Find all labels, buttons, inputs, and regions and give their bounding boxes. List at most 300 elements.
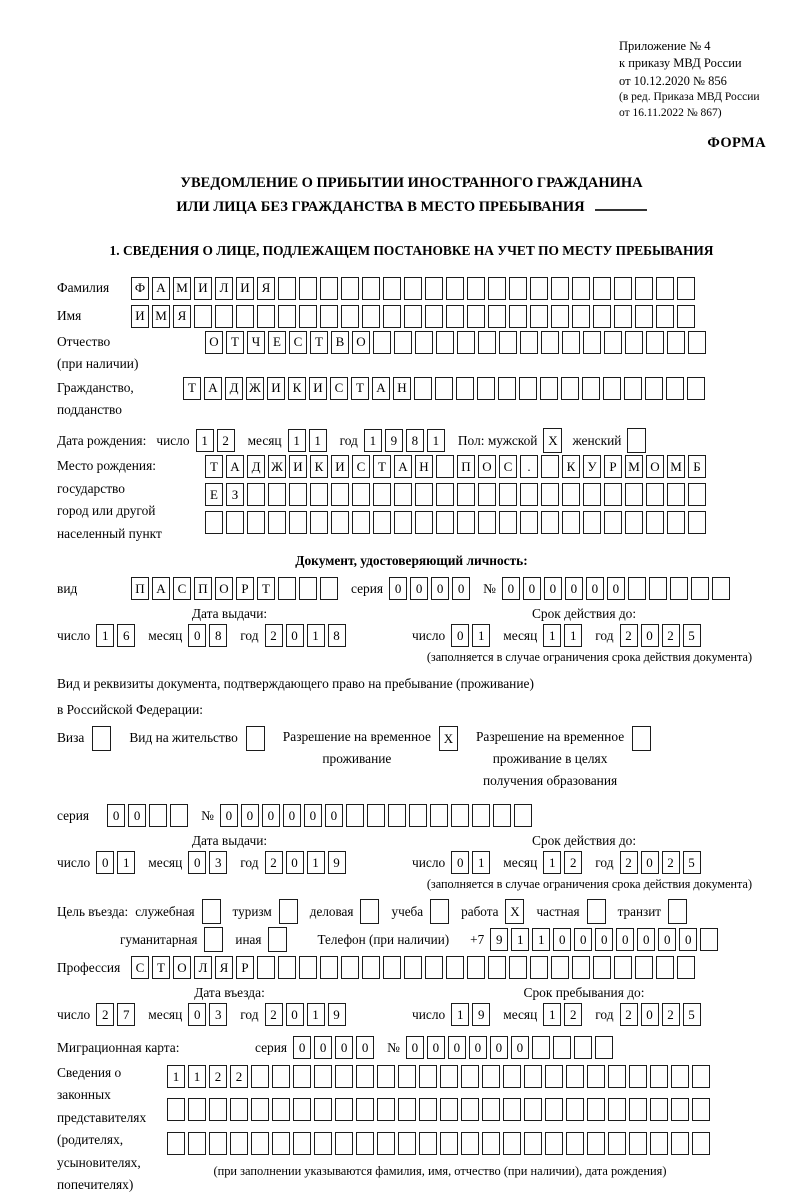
char-box[interactable]: 1 [307, 624, 325, 647]
char-box[interactable] [352, 483, 370, 506]
char-box[interactable] [624, 377, 642, 400]
char-box[interactable] [170, 804, 188, 827]
char-box[interactable] [320, 956, 338, 979]
char-box[interactable]: Л [215, 277, 233, 300]
char-box[interactable] [341, 277, 359, 300]
char-box[interactable]: О [205, 331, 223, 354]
char-box[interactable] [425, 277, 443, 300]
char-box[interactable]: Т [152, 956, 170, 979]
char-box[interactable] [667, 331, 685, 354]
char-box[interactable]: 2 [564, 851, 582, 874]
temp-permit-checkbox[interactable]: X [439, 726, 458, 751]
char-box[interactable]: 0 [574, 928, 592, 951]
char-box[interactable]: И [267, 377, 285, 400]
char-box[interactable]: 1 [167, 1065, 185, 1088]
char-box[interactable] [272, 1065, 290, 1088]
char-box[interactable] [167, 1132, 185, 1155]
char-box[interactable] [541, 331, 559, 354]
char-box[interactable] [566, 1065, 584, 1088]
char-box[interactable]: А [372, 377, 390, 400]
char-box[interactable]: Я [173, 305, 191, 328]
char-box[interactable] [415, 483, 433, 506]
char-box[interactable] [230, 1098, 248, 1121]
char-box[interactable] [671, 1065, 689, 1088]
char-box[interactable] [278, 577, 296, 600]
char-box[interactable]: К [562, 455, 580, 478]
char-box[interactable]: С [330, 377, 348, 400]
char-box[interactable]: М [152, 305, 170, 328]
char-box[interactable]: 0 [451, 624, 469, 647]
char-box[interactable] [299, 277, 317, 300]
char-box[interactable] [293, 1065, 311, 1088]
char-box[interactable]: С [173, 577, 191, 600]
char-box[interactable] [314, 1065, 332, 1088]
char-box[interactable]: П [194, 577, 212, 600]
char-box[interactable] [388, 804, 406, 827]
char-box[interactable] [362, 956, 380, 979]
char-box[interactable]: 0 [469, 1036, 487, 1059]
char-box[interactable]: О [646, 455, 664, 478]
char-box[interactable] [467, 305, 485, 328]
char-box[interactable] [362, 277, 380, 300]
purpose-other-checkbox[interactable] [268, 927, 287, 952]
char-box[interactable] [499, 511, 517, 534]
char-box[interactable] [356, 1098, 374, 1121]
char-box[interactable]: И [309, 377, 327, 400]
char-box[interactable] [688, 331, 706, 354]
char-box[interactable]: Т [351, 377, 369, 400]
char-box[interactable]: 1 [188, 1065, 206, 1088]
char-box[interactable]: 0 [188, 851, 206, 874]
char-box[interactable] [436, 455, 454, 478]
char-box[interactable]: 2 [564, 1003, 582, 1026]
char-box[interactable] [625, 331, 643, 354]
char-box[interactable] [503, 1098, 521, 1121]
char-box[interactable] [251, 1098, 269, 1121]
char-box[interactable] [562, 331, 580, 354]
char-box[interactable] [530, 277, 548, 300]
char-box[interactable] [667, 511, 685, 534]
char-box[interactable] [566, 1132, 584, 1155]
char-box[interactable] [488, 277, 506, 300]
char-box[interactable] [278, 277, 296, 300]
char-box[interactable] [587, 1065, 605, 1088]
char-box[interactable]: Т [226, 331, 244, 354]
char-box[interactable] [236, 305, 254, 328]
char-box[interactable] [415, 331, 433, 354]
char-box[interactable] [314, 1132, 332, 1155]
char-box[interactable]: М [667, 455, 685, 478]
char-box[interactable] [509, 277, 527, 300]
char-box[interactable] [377, 1132, 395, 1155]
char-box[interactable]: 9 [472, 1003, 490, 1026]
char-box[interactable] [677, 956, 695, 979]
char-box[interactable] [425, 305, 443, 328]
char-box[interactable] [691, 577, 709, 600]
char-box[interactable] [435, 377, 453, 400]
char-box[interactable]: Ж [246, 377, 264, 400]
char-box[interactable]: А [394, 455, 412, 478]
char-box[interactable]: 2 [662, 624, 680, 647]
char-box[interactable]: 0 [335, 1036, 353, 1059]
char-box[interactable] [532, 1036, 550, 1059]
char-box[interactable] [247, 483, 265, 506]
char-box[interactable]: 0 [641, 624, 659, 647]
char-box[interactable] [688, 483, 706, 506]
char-box[interactable]: 1 [427, 429, 445, 452]
char-box[interactable] [687, 377, 705, 400]
char-box[interactable] [404, 305, 422, 328]
char-box[interactable]: 0 [502, 577, 520, 600]
char-box[interactable] [257, 956, 275, 979]
char-box[interactable] [583, 483, 601, 506]
char-box[interactable]: 0 [286, 624, 304, 647]
char-box[interactable] [414, 377, 432, 400]
char-box[interactable]: Р [236, 577, 254, 600]
char-box[interactable]: Н [393, 377, 411, 400]
char-box[interactable] [299, 956, 317, 979]
sex-male-checkbox[interactable]: X [543, 428, 562, 453]
char-box[interactable] [467, 277, 485, 300]
char-box[interactable]: 0 [262, 804, 280, 827]
char-box[interactable]: У [583, 455, 601, 478]
sex-female-checkbox[interactable] [627, 428, 646, 453]
char-box[interactable] [493, 804, 511, 827]
char-box[interactable] [583, 511, 601, 534]
char-box[interactable]: 0 [325, 804, 343, 827]
char-box[interactable] [377, 1098, 395, 1121]
char-box[interactable] [251, 1132, 269, 1155]
char-box[interactable] [278, 305, 296, 328]
char-box[interactable]: К [310, 455, 328, 478]
char-box[interactable] [645, 377, 663, 400]
char-box[interactable] [488, 956, 506, 979]
purpose-private-checkbox[interactable] [587, 899, 606, 924]
char-box[interactable] [205, 511, 223, 534]
char-box[interactable] [289, 511, 307, 534]
char-box[interactable]: С [352, 455, 370, 478]
char-box[interactable] [671, 1132, 689, 1155]
purpose-business-checkbox[interactable] [202, 899, 221, 924]
char-box[interactable]: 1 [451, 1003, 469, 1026]
char-box[interactable] [677, 277, 695, 300]
char-box[interactable] [614, 305, 632, 328]
char-box[interactable] [247, 511, 265, 534]
char-box[interactable] [467, 956, 485, 979]
char-box[interactable]: 0 [511, 1036, 529, 1059]
char-box[interactable]: 1 [309, 429, 327, 452]
char-box[interactable] [604, 511, 622, 534]
char-box[interactable]: 0 [304, 804, 322, 827]
char-box[interactable]: 1 [543, 851, 561, 874]
char-box[interactable] [478, 511, 496, 534]
char-box[interactable] [520, 511, 538, 534]
char-box[interactable] [572, 305, 590, 328]
char-box[interactable] [419, 1132, 437, 1155]
char-box[interactable]: И [331, 455, 349, 478]
char-box[interactable] [341, 956, 359, 979]
char-box[interactable]: 0 [293, 1036, 311, 1059]
purpose-transit-checkbox[interactable] [668, 899, 687, 924]
char-box[interactable] [194, 305, 212, 328]
char-box[interactable] [625, 483, 643, 506]
char-box[interactable] [614, 277, 632, 300]
char-box[interactable] [650, 1065, 668, 1088]
char-box[interactable] [436, 331, 454, 354]
char-box[interactable] [341, 305, 359, 328]
char-box[interactable] [629, 1065, 647, 1088]
char-box[interactable] [188, 1098, 206, 1121]
char-box[interactable] [377, 1065, 395, 1088]
char-box[interactable] [551, 956, 569, 979]
char-box[interactable]: С [499, 455, 517, 478]
char-box[interactable] [419, 1098, 437, 1121]
char-box[interactable] [545, 1132, 563, 1155]
char-box[interactable]: 0 [448, 1036, 466, 1059]
char-box[interactable]: 1 [117, 851, 135, 874]
char-box[interactable] [692, 1098, 710, 1121]
char-box[interactable] [472, 804, 490, 827]
char-box[interactable] [320, 277, 338, 300]
char-box[interactable]: 2 [265, 851, 283, 874]
char-box[interactable] [541, 455, 559, 478]
char-box[interactable] [646, 331, 664, 354]
char-box[interactable] [700, 928, 718, 951]
char-box[interactable] [461, 1065, 479, 1088]
char-box[interactable] [425, 956, 443, 979]
char-box[interactable] [595, 1036, 613, 1059]
char-box[interactable]: 0 [595, 928, 613, 951]
char-box[interactable] [593, 956, 611, 979]
char-box[interactable] [362, 305, 380, 328]
char-box[interactable] [583, 331, 601, 354]
char-box[interactable]: 0 [553, 928, 571, 951]
char-box[interactable] [520, 331, 538, 354]
char-box[interactable]: Я [215, 956, 233, 979]
char-box[interactable] [635, 956, 653, 979]
char-box[interactable]: 2 [217, 429, 235, 452]
char-box[interactable] [593, 305, 611, 328]
char-box[interactable] [457, 483, 475, 506]
char-box[interactable] [446, 277, 464, 300]
char-box[interactable] [604, 331, 622, 354]
char-box[interactable] [367, 804, 385, 827]
char-box[interactable]: 0 [565, 577, 583, 600]
char-box[interactable] [335, 1098, 353, 1121]
char-box[interactable] [562, 511, 580, 534]
char-box[interactable]: 0 [241, 804, 259, 827]
char-box[interactable] [440, 1065, 458, 1088]
char-box[interactable] [335, 1065, 353, 1088]
char-box[interactable] [520, 483, 538, 506]
char-box[interactable]: 8 [209, 624, 227, 647]
char-box[interactable] [272, 1098, 290, 1121]
char-box[interactable] [608, 1132, 626, 1155]
char-box[interactable]: 0 [107, 804, 125, 827]
char-box[interactable] [268, 483, 286, 506]
char-box[interactable]: 0 [641, 851, 659, 874]
char-box[interactable] [446, 305, 464, 328]
char-box[interactable] [587, 1098, 605, 1121]
char-box[interactable] [352, 511, 370, 534]
char-box[interactable]: 0 [452, 577, 470, 600]
char-box[interactable] [268, 511, 286, 534]
char-box[interactable] [649, 577, 667, 600]
char-box[interactable] [524, 1132, 542, 1155]
char-box[interactable] [257, 305, 275, 328]
char-box[interactable]: 2 [230, 1065, 248, 1088]
char-box[interactable] [331, 511, 349, 534]
char-box[interactable] [524, 1098, 542, 1121]
char-box[interactable]: 1 [564, 624, 582, 647]
visa-checkbox[interactable] [92, 726, 111, 751]
char-box[interactable]: 0 [431, 577, 449, 600]
char-box[interactable] [541, 511, 559, 534]
char-box[interactable]: 1 [288, 429, 306, 452]
char-box[interactable] [635, 305, 653, 328]
char-box[interactable] [310, 483, 328, 506]
char-box[interactable]: А [226, 455, 244, 478]
char-box[interactable]: Т [183, 377, 201, 400]
char-box[interactable]: 0 [410, 577, 428, 600]
char-box[interactable]: 2 [620, 624, 638, 647]
char-box[interactable] [167, 1098, 185, 1121]
char-box[interactable]: 0 [451, 851, 469, 874]
char-box[interactable]: О [173, 956, 191, 979]
char-box[interactable] [656, 277, 674, 300]
char-box[interactable] [574, 1036, 592, 1059]
char-box[interactable] [299, 577, 317, 600]
char-box[interactable]: 3 [209, 1003, 227, 1026]
char-box[interactable] [230, 1132, 248, 1155]
char-box[interactable] [457, 511, 475, 534]
char-box[interactable]: 2 [662, 851, 680, 874]
char-box[interactable]: 0 [356, 1036, 374, 1059]
char-box[interactable] [667, 483, 685, 506]
char-box[interactable] [430, 804, 448, 827]
char-box[interactable] [646, 511, 664, 534]
char-box[interactable] [451, 804, 469, 827]
char-box[interactable] [671, 1098, 689, 1121]
char-box[interactable] [251, 1065, 269, 1088]
char-box[interactable] [482, 1132, 500, 1155]
char-box[interactable]: 5 [683, 1003, 701, 1026]
char-box[interactable] [712, 577, 730, 600]
purpose-work-checkbox[interactable]: X [505, 899, 524, 924]
char-box[interactable] [677, 305, 695, 328]
char-box[interactable] [331, 483, 349, 506]
char-box[interactable] [373, 331, 391, 354]
purpose-humanitarian-checkbox[interactable] [204, 927, 223, 952]
char-box[interactable] [650, 1132, 668, 1155]
char-box[interactable]: 0 [586, 577, 604, 600]
char-box[interactable] [540, 377, 558, 400]
char-box[interactable] [335, 1132, 353, 1155]
char-box[interactable]: К [288, 377, 306, 400]
char-box[interactable] [509, 956, 527, 979]
char-box[interactable] [320, 305, 338, 328]
char-box[interactable]: 2 [265, 624, 283, 647]
char-box[interactable] [440, 1132, 458, 1155]
char-box[interactable] [666, 377, 684, 400]
char-box[interactable]: Н [415, 455, 433, 478]
char-box[interactable] [603, 377, 621, 400]
char-box[interactable]: М [625, 455, 643, 478]
char-box[interactable] [545, 1065, 563, 1088]
residence-permit-checkbox[interactable] [246, 726, 265, 751]
char-box[interactable] [457, 331, 475, 354]
char-box[interactable]: И [194, 277, 212, 300]
char-box[interactable]: 0 [389, 577, 407, 600]
char-box[interactable] [320, 577, 338, 600]
char-box[interactable]: Ф [131, 277, 149, 300]
char-box[interactable]: 8 [406, 429, 424, 452]
char-box[interactable]: С [131, 956, 149, 979]
char-box[interactable] [628, 577, 646, 600]
char-box[interactable]: 0 [427, 1036, 445, 1059]
char-box[interactable]: 1 [196, 429, 214, 452]
char-box[interactable] [188, 1132, 206, 1155]
char-box[interactable]: 0 [544, 577, 562, 600]
char-box[interactable] [215, 305, 233, 328]
char-box[interactable]: П [131, 577, 149, 600]
char-box[interactable]: 2 [265, 1003, 283, 1026]
char-box[interactable]: Р [604, 455, 622, 478]
char-box[interactable]: И [131, 305, 149, 328]
char-box[interactable] [499, 483, 517, 506]
char-box[interactable]: 0 [128, 804, 146, 827]
char-box[interactable] [149, 804, 167, 827]
char-box[interactable] [293, 1098, 311, 1121]
char-box[interactable] [226, 511, 244, 534]
char-box[interactable] [629, 1098, 647, 1121]
char-box[interactable]: 3 [209, 851, 227, 874]
edu-permit-checkbox[interactable] [632, 726, 651, 751]
char-box[interactable]: 0 [220, 804, 238, 827]
char-box[interactable]: Е [205, 483, 223, 506]
char-box[interactable] [383, 956, 401, 979]
char-box[interactable]: М [173, 277, 191, 300]
char-box[interactable]: 6 [117, 624, 135, 647]
char-box[interactable]: 1 [532, 928, 550, 951]
char-box[interactable] [593, 277, 611, 300]
char-box[interactable]: 9 [385, 429, 403, 452]
char-box[interactable] [209, 1098, 227, 1121]
char-box[interactable]: А [204, 377, 222, 400]
char-box[interactable]: Д [247, 455, 265, 478]
char-box[interactable] [394, 511, 412, 534]
char-box[interactable] [498, 377, 516, 400]
char-box[interactable]: Ч [247, 331, 265, 354]
char-box[interactable]: 0 [286, 1003, 304, 1026]
char-box[interactable] [562, 483, 580, 506]
char-box[interactable]: Ж [268, 455, 286, 478]
char-box[interactable] [461, 1132, 479, 1155]
char-box[interactable] [456, 377, 474, 400]
char-box[interactable] [482, 1098, 500, 1121]
char-box[interactable]: Е [268, 331, 286, 354]
char-box[interactable]: 5 [683, 624, 701, 647]
char-box[interactable] [499, 331, 517, 354]
char-box[interactable]: 2 [662, 1003, 680, 1026]
char-box[interactable]: 0 [188, 1003, 206, 1026]
char-box[interactable] [394, 483, 412, 506]
char-box[interactable]: . [520, 455, 538, 478]
char-box[interactable] [478, 331, 496, 354]
char-box[interactable]: 1 [543, 1003, 561, 1026]
char-box[interactable] [650, 1098, 668, 1121]
char-box[interactable]: И [289, 455, 307, 478]
